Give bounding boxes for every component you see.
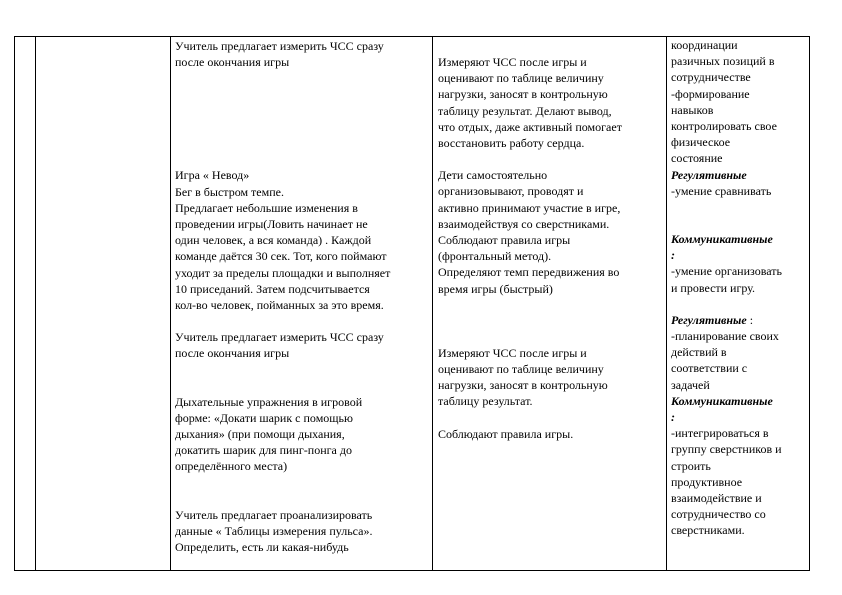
uud-heading-colon: : (746, 312, 754, 327)
table-border-left (14, 36, 15, 571)
teacher-text-line: Определить, есть ли какая-нибудь (175, 540, 349, 555)
uud-text-line: соответствии с (671, 361, 748, 376)
student-text-line: (фронтальный метод). (438, 249, 552, 264)
uud-column (671, 37, 807, 539)
uud-text-line: действий в (671, 345, 727, 360)
student-text-line: Соблюдают правила игры (438, 233, 571, 248)
student-text-line: Определяют темп передвижения во (438, 265, 620, 280)
table-divider-4 (666, 36, 667, 571)
uud-text-line: координации (671, 38, 738, 52)
student-text-line: организовывают, проводят и (438, 184, 584, 199)
uud-heading-text: Регулятивные (671, 312, 747, 327)
uud-text-line: сверстниками. (671, 523, 745, 538)
student-text-line: таблицу результат. Делают вывод, (438, 103, 612, 118)
teacher-text-line: кол-во человек, пойманных за это время. (175, 298, 384, 313)
teacher-text-line: Предлагает небольшие изменения в (175, 200, 358, 215)
uud-heading-regulatory: Регулятивные (671, 167, 747, 182)
uud-text-line: -планирование своих (671, 329, 779, 344)
student-text-line: Измеряют ЧСС после игры и (438, 345, 587, 360)
teacher-text-line: после окончания игры (175, 55, 290, 70)
student-text-line: таблицу результат. (438, 394, 533, 409)
uud-text-line: взаимодействие и (671, 491, 762, 506)
uud-text-line: -умение сравнивать (671, 183, 772, 198)
student-text-line: что отдых, даже активный помогает (438, 119, 622, 134)
teacher-text-line: проведении игры(Ловить начинает не (175, 217, 368, 232)
teacher-text-line: после окончания игры (175, 346, 290, 361)
uud-text-line: продуктивное (671, 474, 743, 489)
student-text-line: оценивают по таблице величину (438, 362, 604, 377)
teacher-text-line: Дыхательные упражнения в игровой (175, 394, 363, 409)
uud-text-line: разичных позиций в (671, 54, 775, 69)
uud-heading-communicative: Коммуникативные (671, 393, 773, 408)
uud-heading-colon: : (671, 410, 675, 425)
teacher-text-line: Учитель предлагает измерить ЧСС сразу (175, 39, 384, 53)
uud-text-line: навыков (671, 102, 714, 117)
student-text-line: Дети самостоятельно (438, 168, 548, 183)
uud-text-line: -умение организовать (671, 264, 782, 279)
table-divider-3 (432, 36, 433, 571)
teacher-text-line: Учитель предлагает проанализировать (175, 507, 373, 522)
uud-text-line: сотрудничество со (671, 507, 766, 522)
student-text-line: время игры (быстрый) (438, 281, 553, 296)
uud-heading-colon: : (671, 248, 675, 263)
uud-text-line: строить (671, 458, 711, 473)
uud-heading-regulatory (671, 312, 807, 328)
uud-text-line: -интегрироваться в (671, 426, 769, 441)
teacher-text-line: определённого места) (175, 459, 288, 474)
teacher-text-line: Учитель предлагает измерить ЧСС сразу (175, 330, 384, 345)
table-divider-2 (170, 36, 171, 571)
uud-heading-communicative: Коммуникативные (671, 232, 773, 247)
teacher-text-line: данные « Таблицы измерения пульса». (175, 523, 373, 538)
uud-text-line: и провести игру. (671, 280, 756, 295)
uud-text-line: контролировать свое (671, 119, 777, 134)
uud-text-line: задачей (671, 377, 710, 392)
student-text-line: взаимодействуя со сверстниками. (438, 216, 610, 231)
uud-text-line: сотрудничестве (671, 70, 751, 85)
student-text-line: оценивают по таблице величину (438, 71, 604, 86)
teacher-text-line: 10 приседаний. Затем подсчитывается (175, 281, 370, 296)
teacher-text-line: форме: «Докати шарик с помощью (175, 410, 353, 425)
teacher-text-line: Бег в быстром темпе. (175, 184, 284, 199)
teacher-text-line: дыхания» (при помощи дыхания, (175, 427, 345, 442)
table-divider-1 (35, 36, 36, 571)
table-bottom-border (14, 570, 810, 571)
teacher-activity-column (175, 38, 430, 555)
uud-text-line: -формирование (671, 86, 750, 101)
student-text-line: восстановить работу сердца. (438, 136, 585, 151)
student-text-line: Соблюдают правила игры. (438, 426, 574, 441)
teacher-text-line: уходит за пределы площадки и выполняет (175, 265, 391, 280)
table-border-right (809, 36, 810, 571)
uud-text-line: состояние (671, 151, 723, 166)
student-activity-column (438, 54, 664, 442)
teacher-text-line: докатить шарик для пинг-понга до (175, 443, 352, 458)
uud-text-line: группу сверстников и (671, 442, 782, 457)
uud-text-line: физическое (671, 135, 731, 150)
teacher-text-line: один человек, а вся команда) . Каждой (175, 233, 372, 248)
student-text-line: активно принимают участие в игре, (438, 200, 621, 215)
teacher-text-line: команде даётся 30 сек. Тот, кого поймают (175, 249, 387, 264)
student-text-line: нагрузки, заносят в контрольную (438, 378, 608, 393)
game-title: Игра « Невод» (175, 168, 250, 183)
student-text-line: нагрузки, заносят в контрольную (438, 87, 608, 102)
student-text-line: Измеряют ЧСС после игры и (438, 55, 587, 69)
